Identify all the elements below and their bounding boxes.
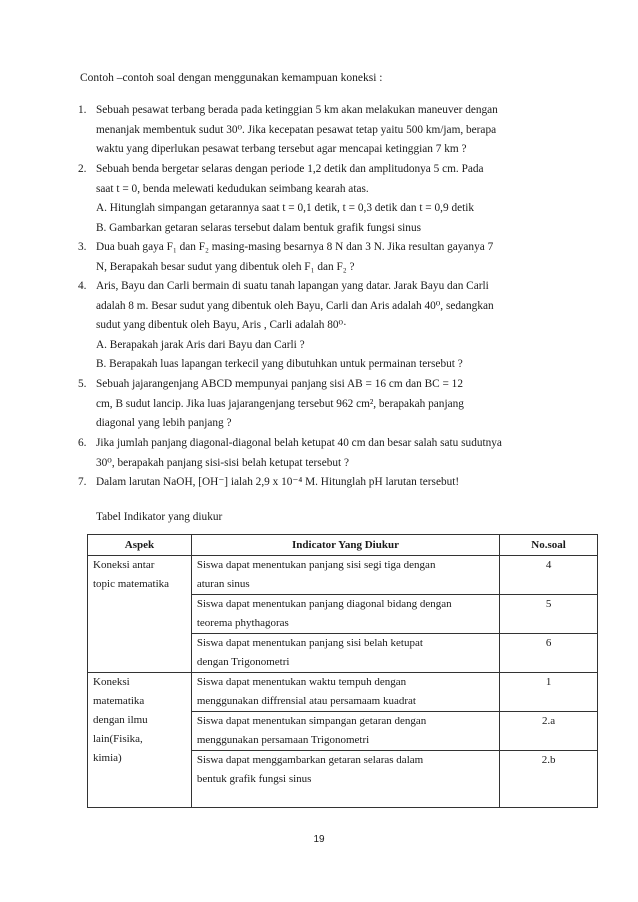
indicator-cell [191, 712, 499, 751]
question-line: Sebuah pesawat terbang berada pada ketinggian 5 km akan melakukan maneuver dengan [96, 104, 498, 116]
table-row [88, 673, 598, 712]
question-item [78, 101, 578, 160]
indicator-line: aturan sinus [196, 578, 250, 590]
header-no-soal: No.soal [500, 535, 598, 556]
question-line: Jika jumlah panjang diagonal-diagonal belah ketupat 40 cm dan besar salah satu sudutnya [96, 437, 502, 449]
intro-text: Contoh –contoh soal dengan menggunakan kemampuan koneksi : [80, 72, 383, 84]
question-item [78, 434, 578, 473]
no-soal-cell: 1 [500, 673, 598, 712]
indicator-line: Siswa dapat menentukan simpangan getaran dengan [196, 715, 427, 727]
indicator-cell [191, 673, 499, 712]
aspect-line: Koneksi [93, 676, 130, 688]
indicator-table [87, 534, 598, 808]
header-indicator: Indicator Yang Diukur [191, 535, 499, 556]
question-number: 4. [78, 280, 87, 292]
question-line: A. Hitunglah simpangan getarannya saat t = 0,1 detik, t = 0,3 detik dan t = 0,9 detik [96, 202, 475, 215]
question-line: adalah 8 m. Besar sudut yang dibentuk oleh Bayu, Carli dan Aris adalah 40⁰, sedangkan [96, 299, 494, 312]
question-number: 3. [78, 241, 87, 253]
no-soal-cell: 5 [500, 595, 598, 634]
aspect-line: Koneksi antar [93, 559, 155, 571]
indicator-line: teorema phythagoras [196, 617, 289, 629]
indicator-cell [191, 751, 499, 808]
table-header-row [88, 535, 598, 556]
indicator-line: Siswa dapat menentukan panjang diagonal bidang dengan [196, 598, 452, 610]
aspect-line: topic matematika [93, 578, 170, 590]
question-line: sudut yang dibentuk oleh Bayu, Aris , Carli adalah 80⁰· [96, 319, 347, 332]
question-line: Sebuah jajarangenjang ABCD mempunyai panjang sisi AB = 16 cm dan BC = 12 [96, 378, 463, 390]
no-soal-cell: 2.b [500, 751, 598, 808]
aspect-cell [88, 556, 192, 673]
indicator-cell [191, 595, 499, 634]
question-line: diagonal yang lebih panjang ? [96, 417, 232, 430]
no-soal-cell: 6 [500, 634, 598, 673]
aspect-line: dengan ilmu [93, 714, 148, 726]
question-line: B. Berapakah luas lapangan terkecil yang dibutuhkan untuk permainan tersebut ? [96, 358, 463, 371]
question-line: Dalam larutan NaOH, [OH⁻] ialah 2,9 x 10⁻⁴ M. Hitunglah pH larutan tersebut! [96, 476, 460, 488]
question-line: Sebuah benda bergetar selaras dengan periode 1,2 detik dan amplitudonya 5 cm. Pada [96, 163, 484, 175]
no-soal-cell: 4 [500, 556, 598, 595]
question-line: cm, B sudut lancip. Jika luas jajarangenjang tersebut 962 cm², berapakah panjang [96, 397, 464, 410]
question-number: 6. [78, 437, 87, 449]
question-number: 2. [78, 163, 87, 175]
aspect-line: matematika [93, 695, 145, 707]
question-line: Dua buah gaya F₁ dan F₂ masing-masing besarnya 8 N dan 3 N. Jika resultan gayanya 7 [96, 241, 494, 253]
question-line: N, Berapakah besar sudut yang dibentuk oleh F₁ dan F₂ ? [96, 260, 355, 273]
aspect-line: kimia) [93, 752, 122, 764]
question-line: menanjak membentuk sudut 30⁰. Jika kecepatan pesawat tetap yaitu 500 km/jam, berapa [96, 123, 497, 136]
indicator-cell [191, 556, 499, 595]
indicator-line: dengan Trigonometri [196, 656, 290, 668]
question-item [78, 277, 578, 375]
question-line: Aris, Bayu dan Carli bermain di suatu tanah lapangan yang datar. Jarak Bayu dan Carli [96, 280, 489, 292]
question-line: waktu yang diperlukan pesawat terbang tersebut agar mencapai ketinggian 7 km ? [96, 143, 467, 156]
question-item [78, 160, 578, 238]
indicator-cell [191, 634, 499, 673]
question-line: saat t = 0, benda melewati kedudukan seimbang kearah atas. [96, 182, 369, 195]
question-line: A. Berapakah jarak Aris dari Bayu dan Carli ? [96, 338, 305, 351]
question-number: 7. [78, 476, 87, 488]
question-number: 1. [78, 104, 87, 116]
aspect-cell [88, 673, 192, 808]
indicator-line: bentuk grafik fungsi sinus [196, 773, 312, 785]
question-item [78, 375, 578, 434]
indicator-line: Siswa dapat menentukan panjang sisi belah ketupat [196, 637, 423, 649]
question-number: 5. [78, 378, 87, 390]
page-number: 19 [313, 834, 325, 845]
question-item [78, 473, 578, 493]
indicator-line: Siswa dapat menentukan panjang sisi segi tiga dengan [196, 559, 436, 571]
indicator-line: Siswa dapat menentukan waktu tempuh dengan [196, 676, 407, 688]
question-line: 30⁰, berapakah panjang sisi-sisi belah ketupat tersebut ? [96, 456, 349, 469]
indicator-line: menggunakan persamaan Trigonometri [196, 734, 370, 746]
table-caption: Tabel Indikator yang diukur [96, 511, 223, 523]
indicator-line: Siswa dapat menggambarkan getaran selaras dalam [196, 754, 424, 766]
question-item [78, 238, 578, 277]
no-soal-cell: 2.a [500, 712, 598, 751]
header-aspek: Aspek [88, 535, 192, 556]
question-line: B. Gambarkan getaran selaras tersebut dalam bentuk grafik fungsi sinus [96, 221, 422, 234]
aspect-line: lain(Fisika, [93, 733, 143, 745]
table-row [88, 556, 598, 595]
indicator-line: menggunakan diffrensial atau persamaam kuadrat [196, 695, 416, 707]
